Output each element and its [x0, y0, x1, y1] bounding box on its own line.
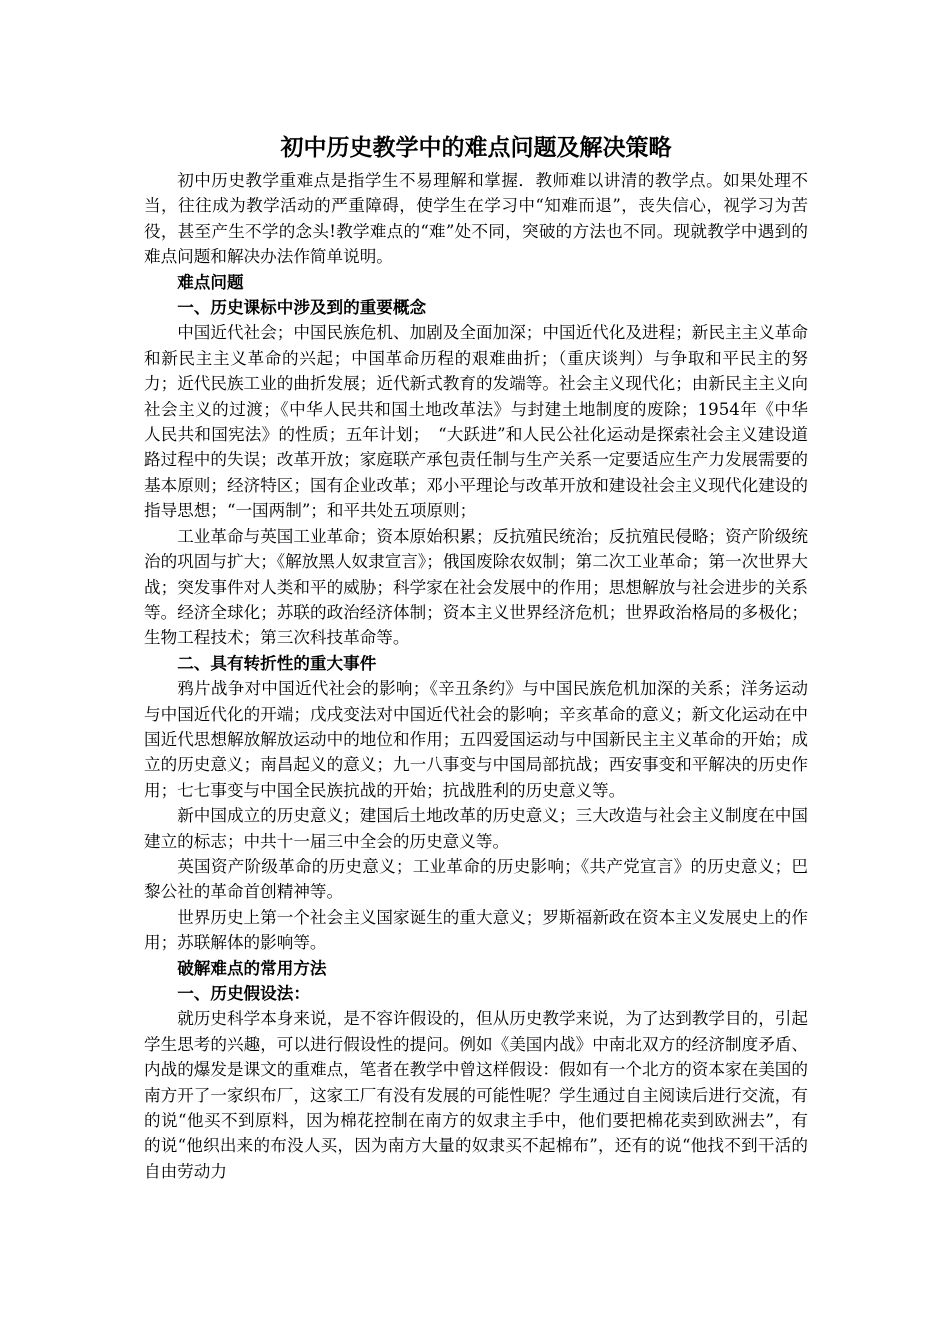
section-heading-methods: 破解难点的常用方法 — [177, 957, 327, 978]
concepts-paragraph-china: 中国近代社会；中国民族危机、加剧及全面加深；中国近代化及进程；新民主主义革命和新民主主义革命的兴起；中国革命历程的艰难曲折；（重庆谈判）与争取和平民主的努力；近代民族工业的曲折发展；近代新式教育的发端等。社会主义现代化；由新民主主义向社会主义的过渡；《中华人民共和国土地改革法》与封建土地制度的废除；1954年《中华人民共和国宪法》的性质；五年计划； “大跃进”和人民公社化运动是探索社会主义建设道路过程中的失误；改革开放；家庭联产承包责任制与生产关系一定要适应生产力发展需要的基本原则；经济特区；国有企业改革；邓小平理论与改革开放和建设社会主义现代化建设的指导思想；“一国两制”；和平共处五项原则； — [144, 323, 808, 521]
subheading-concepts: 一、历史课标中涉及到的重要概念 — [177, 297, 427, 318]
hypothesis-paragraph: 就历史科学本身来说，是不容许假设的，但从历史教学来说，为了达到教学目的，引起学生思考的兴趣，可以进行假设性的提问。例如《美国内战》中南北双方的经济制度矛盾、内战的爆发是课文的重难点，笔者在教学中曾这样假设：假如有一个北方的资本家在美国的南方开了一家织布厂，这家工厂有没有发展的可能性呢？学生通过自主阅读后进行交流，有的说“他买不到原料，因为棉花控制在南方的奴隶主手中，他们要把棉花卖到欧洲去”，有的说“他织出来的布没人买，因为南方大量的奴隶买不起棉布”，还有的说“他找不到干活的自由劳动力 — [144, 1009, 808, 1181]
events-paragraph-europe: 英国资产阶级革命的历史意义；工业革命的历史影响；《共产党宣言》的历史意义；巴黎公社的革命首创精神等。 — [144, 856, 808, 902]
section-heading-difficulties: 难点问题 — [177, 271, 244, 292]
subheading-hypothesis-method: 一、历史假设法： — [177, 983, 310, 1003]
events-paragraph-new-china: 新中国成立的历史意义；建国后土地改革的历史意义；三大改造与社会主义制度在中国建立的标志；中共十一届三中全会的历史意义等。 — [144, 806, 808, 851]
events-paragraph-modern-china: 鸦片战争对中国近代社会的影响；《辛丑条约》与中国民族危机加深的关系；洋务运动与中国近代化的开端；戊戌变法对中国近代社会的影响；辛亥革命的意义；新文化运动在中国近代思想解放解放运动中的地位和作用；五四爱国运动与中国新民主主义革命的开始；成立的历史意义；南昌起义的意义；九一八事变与中国局部抗战；西安事变和平解决的历史作用；七七事变与中国全民族抗战的开始；抗战胜利的历史意义等。 — [144, 679, 808, 800]
concepts-paragraph-world: 工业革命与英国工业革命；资本原始积累；反抗殖民统治；反抗殖民侵略；资产阶级统治的巩固与扩大；《解放黑人奴隶宣言》；俄国废除农奴制；第二次工业革命；第一次世界大战；突发事件对人类和平的威胁；科学家在社会发展中的作用；思想解放与社会进步的关系等。经济全球化；苏联的政治经济体制；资本主义世界经济危机；世界政治格局的多极化；生物工程技术；第三次科技革命等。 — [144, 526, 808, 648]
document-title: 初中历史教学中的难点问题及解决策略 — [280, 134, 672, 161]
events-paragraph-world: 世界历史上第一个社会主义国家诞生的重大意义；罗斯福新政在资本主义发展史上的作用；苏联解体的影响等。 — [144, 907, 808, 953]
subheading-turning-events: 二、具有转折性的重大事件 — [177, 652, 377, 673]
intro-paragraph: 初中历史教学重难点是指学生不易理解和掌握．教师难以讲清的教学点。如果处理不当，往往成为教学活动的严重障碍，使学生在学习中“知难而退”，丧失信心，视学习为苦役，甚至产生不学的念头!教学难点的“难”处不同，突破的方法也不同。现就教学中遇到的难点问题和解决办法作简单说明。 — [144, 171, 808, 267]
document-page — [144, 128, 808, 1184]
